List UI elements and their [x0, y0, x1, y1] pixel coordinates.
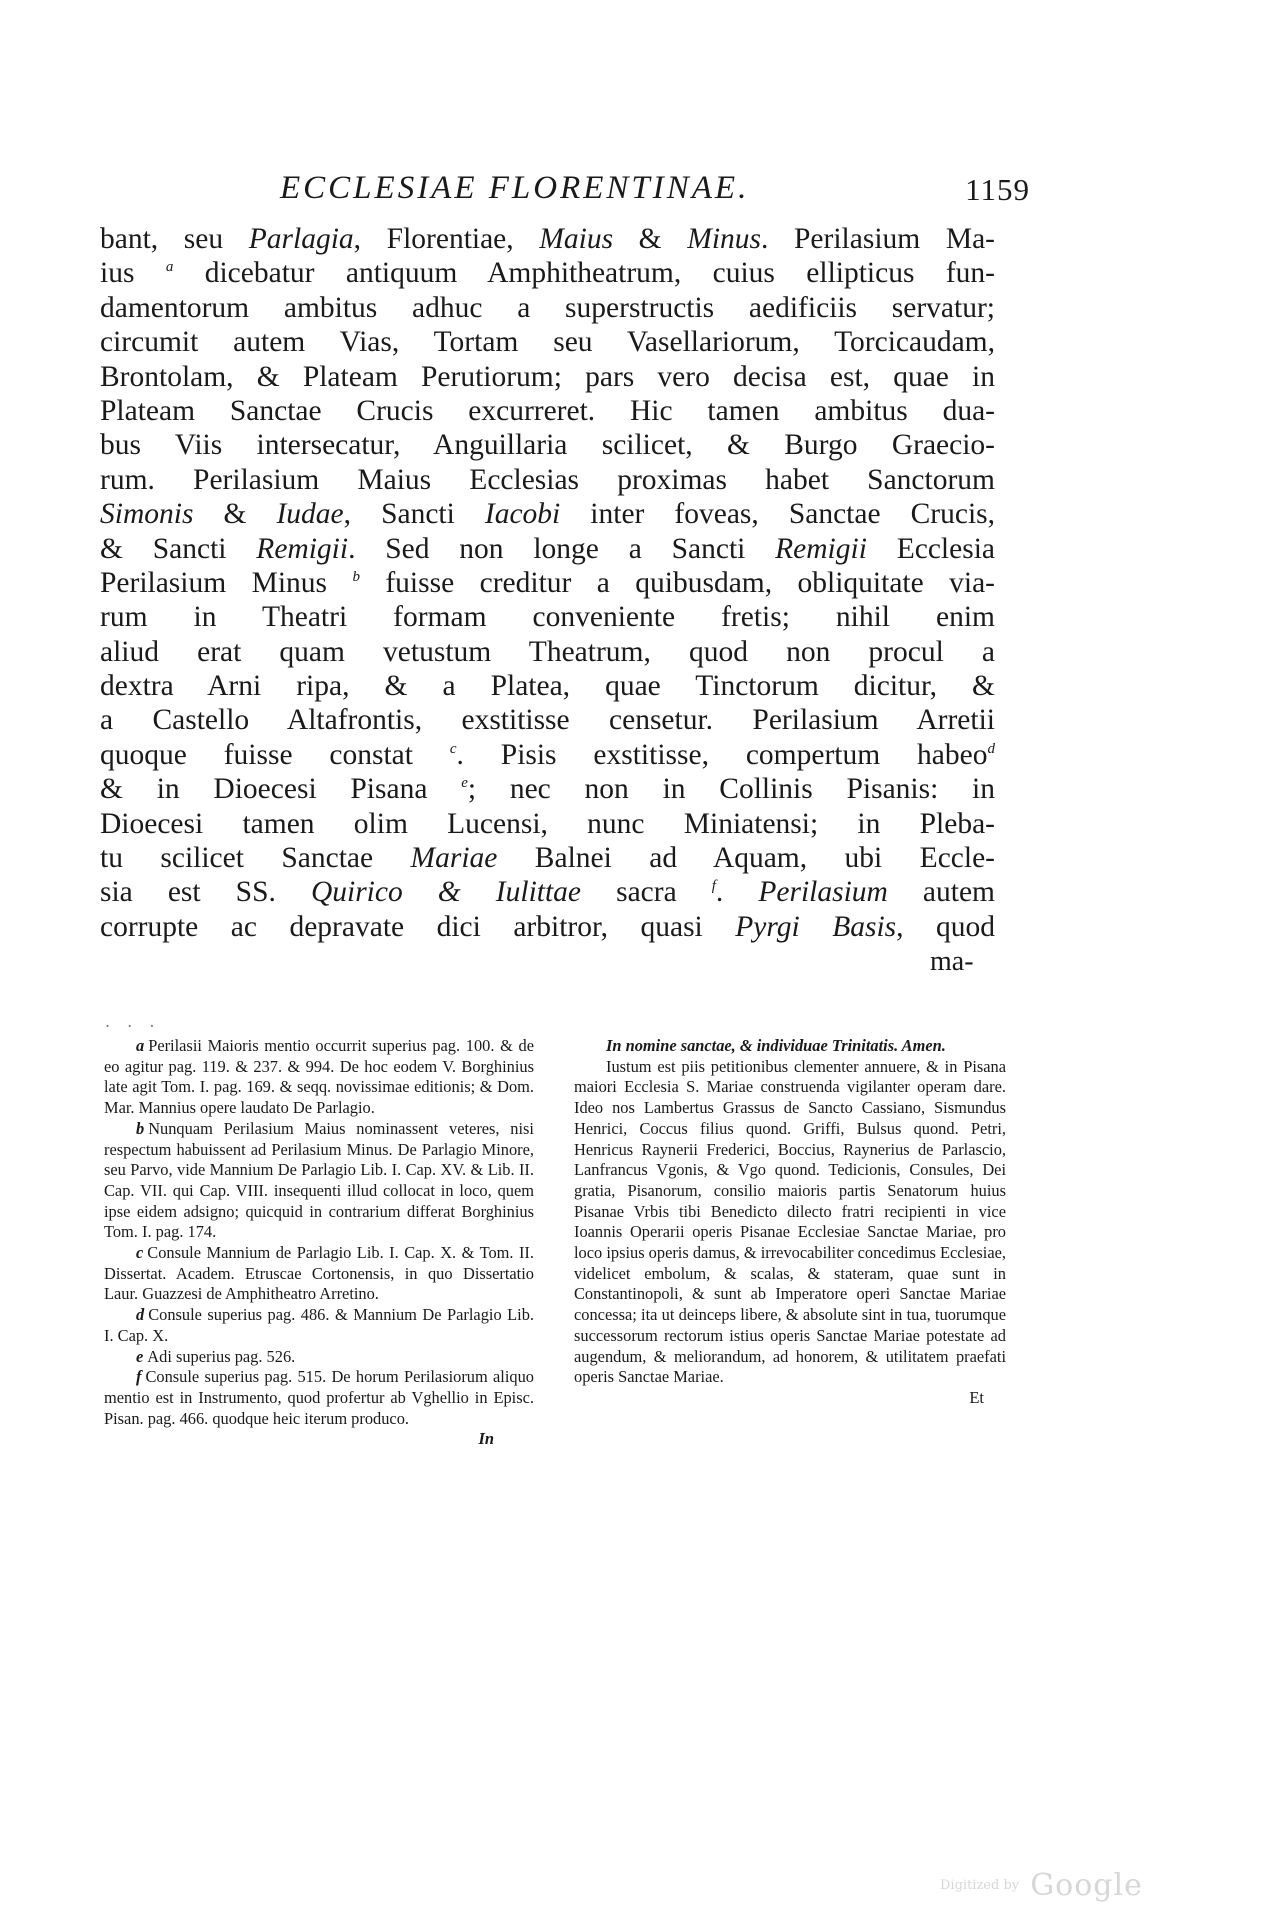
text-line: [100, 428, 995, 462]
text-run: Balnei ad Aquam, ubi Eccle-: [497, 842, 995, 875]
text-run: & in Dioecesi Pisana: [100, 773, 462, 806]
text-run: .: [715, 876, 759, 909]
footnote-text: Nunquam Perilasium Maius nominassent veteres, nisi respectum habuissent ad Perilasium Minus. De Parlagio Minore, seu Parvo, vide Mannium De Parlagio Lib. I. Cap. XV. & Lib. II. Cap. VII. qui Cap. VIII. insequenti illud collocat in loco, quem ipse eidem adsigno; quicquid in contrarium differat Borghinius Tom. I. pag. 174.: [104, 1118, 534, 1242]
text-line: [100, 910, 995, 944]
text-line: [100, 497, 995, 531]
text-run: dicebatur antiquum Amphitheatrum, cuius ellipticus fun-: [173, 257, 995, 290]
document-heading: In nomine sanctae, & individuae Trinitatis. Amen.: [606, 1036, 946, 1055]
text-run: tu scilicet Sanctae: [100, 842, 411, 875]
text-run: fuisse creditur a quibusdam, obliquitate via-: [359, 566, 995, 599]
text-run: rum. Perilasium Maius Ecclesias proximas habet Sanctorum: [100, 463, 995, 496]
text-line: [100, 463, 995, 497]
italic-phrase: Simonis: [100, 498, 194, 531]
text-run: sacra: [581, 876, 712, 909]
footnote-text: Consule superius pag. 486. & Mannium De Parlagio Lib. I. Cap. X.: [104, 1305, 534, 1345]
text-line: [100, 841, 995, 875]
running-head: [270, 170, 1030, 220]
italic-phrase: Quirico & Iulittae: [310, 876, 582, 909]
watermark-small-text: Digitized by: [940, 1878, 1020, 1893]
footnote-marker: b: [136, 1118, 145, 1138]
italic-phrase: Minus: [687, 223, 762, 255]
text-run: & Sancti: [100, 532, 257, 565]
italic-phrase: Pyrgi Basis: [735, 910, 897, 943]
running-head-title: ECCLESIAE FLORENTINAE.: [280, 170, 750, 206]
footnote-marker: c: [136, 1243, 144, 1263]
watermark-logo-text: Google: [1030, 1868, 1143, 1903]
text-run: corrupte ac depravate dici arbitror, quasi: [100, 910, 736, 943]
footnote-reference: a: [165, 259, 174, 276]
italic-phrase: Maius: [539, 223, 614, 255]
text-run: dextra Arni ripa, & a Platea, quae Tinctorum dicitur, &: [100, 670, 995, 703]
footnote-catchword: In: [478, 1429, 494, 1449]
footnote: [104, 1347, 534, 1368]
italic-phrase: Iudae: [276, 498, 344, 531]
text-line: [100, 291, 995, 325]
footnote-reference: e: [461, 775, 468, 792]
footnote: [104, 1367, 534, 1429]
italic-phrase: Remigii: [775, 532, 867, 565]
italic-phrase: Mariae: [410, 842, 498, 875]
text-run: rum in Theatri formam conveniente fretis; nihil enim: [100, 601, 995, 634]
text-line: [100, 256, 995, 290]
text-run: , Sancti: [343, 498, 485, 531]
italic-phrase: Parlagia: [248, 223, 354, 255]
footnotes-column: [104, 1036, 534, 1450]
footnote-reference: d: [987, 741, 995, 758]
text-run: , quod: [896, 910, 995, 943]
text-run: ; nec non in Collinis Pisanis: in: [467, 773, 996, 806]
text-line: [100, 222, 995, 256]
text-line: [100, 738, 995, 772]
footnote-text: Consule superius pag. 515. De horum Perilasiorum aliquo mentio est in Instrumento, quod profertur ab Vghellio in Episc. Pisan. pag. 466. quodque heic iterum produco.: [104, 1367, 534, 1428]
text-line: [100, 532, 995, 566]
italic-phrase: Perilasium: [758, 876, 888, 909]
footnote-text: Perilasii Maioris mentio occurrit superius pag. 100. & de eo agitur pag. 119. & 237. & 994. De hoc eodem V. Borghinius late agit Tom. I. pag. 169. & seqq. novissimae editionis; & Dom. Mar. Mannius opere laudato De Parlagio.: [104, 1036, 534, 1118]
text-run: &: [613, 223, 688, 255]
footnote-marker: f: [136, 1367, 142, 1387]
text-run: bant, seu: [100, 223, 249, 255]
text-run: inter foveas, Sanctae Crucis,: [560, 498, 995, 531]
text-run: aliud erat quam vetustum Theatrum, quod non procul a: [100, 635, 995, 668]
footnote: [104, 1305, 534, 1346]
text-run: . Perilasium Ma-: [761, 223, 995, 255]
text-line: [100, 600, 995, 634]
text-line: [100, 807, 995, 841]
footnote: [104, 1119, 534, 1243]
text-run: damentorum ambitus adhuc a superstructis aedificiis servatur;: [100, 291, 995, 324]
footnote-reference: f: [711, 878, 716, 895]
text-line: [100, 394, 995, 428]
text-line: [100, 669, 995, 703]
text-run: Dioecesi tamen olim Lucensi, nunc Miniatensi; in Pleba-: [100, 807, 995, 840]
text-line: [100, 566, 995, 600]
document-column: [574, 1036, 1006, 1409]
text-run: a Castello Altafrontis, exstitisse censetur. Perilasium Arretii: [100, 704, 995, 737]
italic-phrase: Iacobi: [484, 498, 561, 531]
text-line: [100, 360, 995, 394]
text-line: [100, 703, 995, 737]
text-run: . Sed non longe a Sancti: [348, 532, 776, 565]
text-run: ius: [100, 257, 166, 290]
main-catchword: ma-: [930, 946, 974, 977]
document-catchword: Et: [969, 1387, 984, 1407]
text-run: Plateam Sanctae Crucis excurreret. Hic tamen ambitus dua-: [100, 394, 995, 427]
footnote-text: Consule Mannium de Parlagio Lib. I. Cap. X. & Tom. II. Dissertat. Academ. Etruscae Cortonensis, in quo Dissertatio Laur. Guazzesi de Amphitheatro Arretino.: [104, 1243, 534, 1304]
text-run: circumit autem Vias, Tortam seu Vasellariorum, Torcicaudam,: [100, 326, 995, 359]
text-run: , Florentiae,: [353, 223, 540, 255]
footnote-reference: c: [449, 741, 457, 758]
text-line: [100, 325, 995, 359]
footnote-marker: d: [136, 1305, 145, 1325]
footnote: [104, 1036, 534, 1119]
text-run: sia est SS.: [100, 876, 311, 909]
text-line: [100, 875, 995, 909]
italic-phrase: Remigii: [256, 532, 349, 565]
stray-marks: . . .: [105, 1012, 161, 1031]
text-run: quoque fuisse constat: [100, 738, 450, 771]
page-number: 1159: [965, 172, 1030, 207]
text-line: [100, 772, 995, 806]
text-run: autem: [887, 876, 995, 909]
footnote-marker: a: [136, 1036, 145, 1055]
text-run: &: [193, 498, 277, 531]
text-run: bus Viis intersecatur, Anguillaria scilicet, & Burgo Graecio-: [100, 429, 995, 462]
footnote-text: Adi superius pag. 526.: [147, 1346, 296, 1366]
text-line: [100, 635, 995, 669]
main-text-body: [100, 222, 995, 944]
text-run: Brontolam, & Plateam Perutiorum; pars vero decisa est, quae in: [100, 360, 995, 393]
text-run: Perilasium Minus: [100, 566, 353, 599]
digitized-watermark: [940, 1868, 1143, 1903]
document-body: Iustum est piis petitionibus clementer annuere, & in Pisana maiori Ecclesia S. Mariae construenda vigilanter operam dare. Ideo nos Lambertus Grassus de Sancto Cassiano, Sismundus Henrici, Coccus filius quond. Griffi, Bulsus quond. Petri, Henricus Raynerii Frederici, Boccius, Raynerius de Parlascio, Lanfrancus Vgonis, & Vgo quond. Tedicionis, Consules, Dei gratia, Pisanorum, consilio maioris partis Senatorum huius Pisanae Vrbis tibi Benedicto dilecto fratri recipienti in vice Ioannis Operarii operis Pisanae Ecclesiae Sanctae Mariae, pro loco ipsius operis damus, & irrevocabiliter concedimus Ecclesiae, videlicet embolum, & scalas, & stateram, quae sunt in Constantinopoli, & sunt ab Imperatore operi Sanctae Mariae concessa; ita ut deinceps libere, & absolute sint in tua, tuorumque successorum rectorum istius operis Sanctae Mariae potestate ad augendum, & meliorandum, ad honorem, & utilitatem praefati operis Sanctae Mariae.: [574, 1056, 1006, 1387]
text-run: Ecclesia: [866, 532, 995, 565]
footnote-reference: b: [352, 569, 360, 586]
footnote: [104, 1243, 534, 1305]
text-run: . Pisis exstitisse, compertum habeo: [456, 738, 988, 771]
footnote-marker: e: [136, 1346, 144, 1366]
